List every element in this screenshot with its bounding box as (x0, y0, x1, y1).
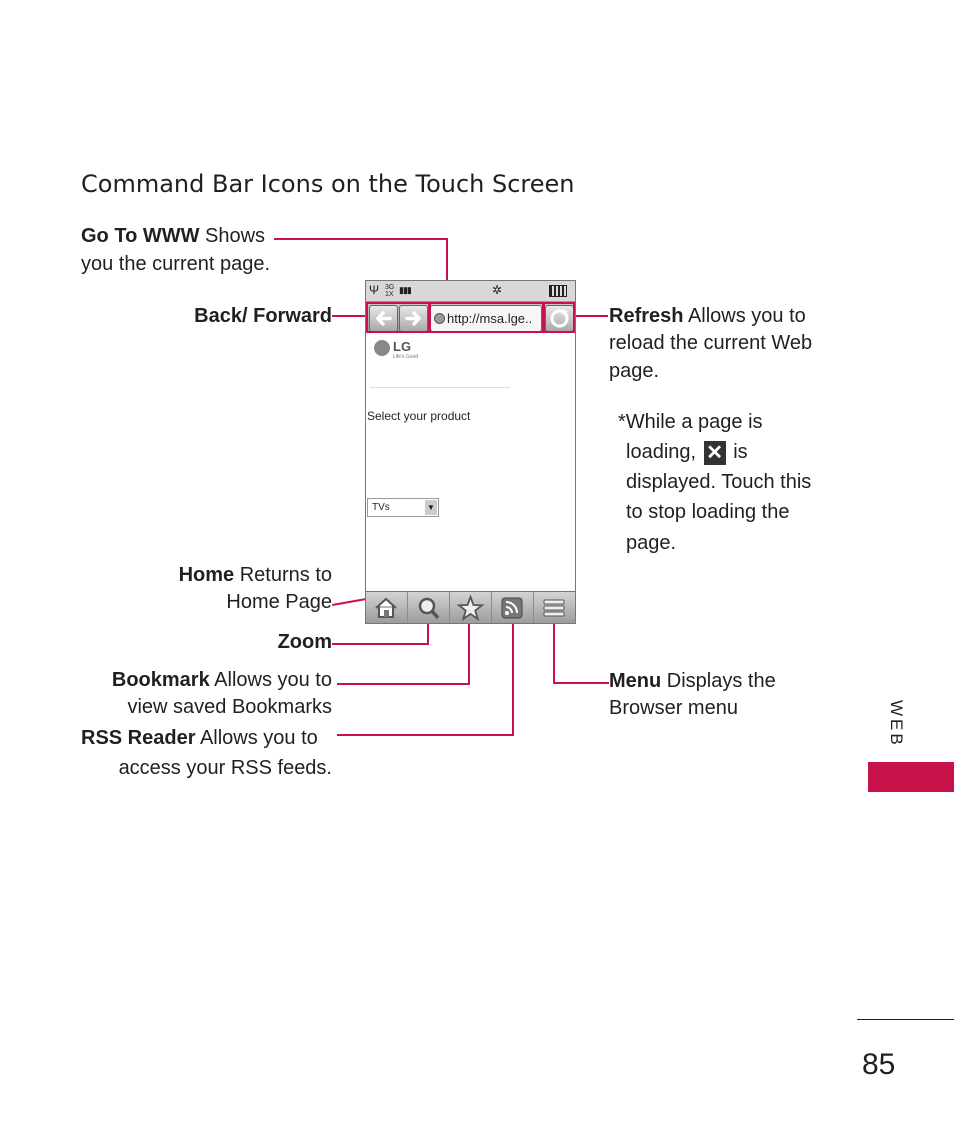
gotowww-desc-2: you the current page. (81, 253, 271, 275)
home-button[interactable] (366, 592, 408, 624)
bookmark-label: Bookmark (111, 669, 210, 691)
section-side-label: WEB (887, 700, 906, 748)
battery-icon (549, 285, 567, 297)
lg-logo-icon (374, 340, 390, 356)
menu-desc: Displays the (661, 670, 776, 692)
menu-desc-2: Browser menu (609, 697, 738, 719)
menu-leader-h (553, 682, 609, 684)
bookmark-desc-2: view saved Bookmarks (127, 696, 332, 718)
refresh-desc-2: reload the current Web (609, 332, 813, 354)
menu-leader-v (553, 620, 555, 684)
note-line-5: page. (626, 532, 677, 554)
bookmark-leader-v (468, 620, 470, 685)
page-number: 85 (862, 1048, 896, 1081)
backforward-highlight (366, 302, 430, 333)
refresh-highlight (543, 302, 575, 333)
bottom-toolbar (366, 591, 575, 624)
web-page-content (366, 333, 575, 591)
home-desc-2: Home Page (226, 591, 332, 613)
refresh-label: Refresh (609, 305, 684, 327)
dropdown-value: TVs (372, 502, 390, 513)
bookmark-desc: Allows you to (209, 669, 332, 691)
backforward-callout (150, 302, 332, 330)
section-title: Command Bar Icons on the Touch Screen (81, 170, 575, 198)
refresh-leader (574, 315, 608, 317)
phone-screen (365, 280, 576, 624)
menu-callout (609, 667, 776, 695)
rss-desc: Allows you to (195, 727, 318, 749)
bookmark-leader-h (337, 683, 470, 685)
zoom-button[interactable] (408, 592, 450, 624)
zoom-leader-h (332, 643, 429, 645)
gotowww-desc: Shows (199, 225, 266, 247)
refresh-desc: Allows you to (683, 305, 806, 327)
note-line-3: displayed. Touch this (626, 471, 812, 493)
stop-x-icon: ✕ (704, 441, 726, 465)
home-desc: Returns to (234, 564, 332, 586)
page-divider (370, 387, 510, 388)
status-bar (366, 281, 575, 302)
rss-label: RSS Reader (81, 727, 196, 749)
dropdown-arrow-icon: ▼ (425, 500, 437, 515)
refresh-callout (609, 302, 806, 330)
select-product-text: Select your product (367, 409, 471, 423)
home-callout (120, 561, 332, 589)
section-tab-marker (868, 762, 954, 792)
magnifier-icon (408, 592, 449, 624)
rss-icon (492, 592, 533, 624)
home-label: Home (178, 564, 235, 586)
gotowww-highlight (429, 302, 544, 333)
note-line-2 (626, 438, 748, 466)
rss-leader-h (337, 734, 514, 736)
star-icon (450, 592, 491, 624)
bookmark-button[interactable] (450, 592, 492, 624)
note-loading-text: loading, (626, 441, 697, 463)
activity-icon: ✲ (492, 283, 503, 297)
note-is-text: is (733, 441, 748, 463)
bookmark-callout (60, 666, 332, 694)
footer-rule (857, 1019, 954, 1020)
command-bar (366, 302, 575, 333)
signal-bars-icon: ▮▮▮ (399, 285, 411, 295)
menu-label: Menu (609, 670, 662, 692)
gotowww-callout (81, 222, 265, 250)
antenna-icon: Ψ (369, 283, 380, 297)
network-indicator: 3G 1X (385, 284, 395, 298)
lg-tagline: Life's Good (393, 354, 419, 360)
zoom-callout (200, 628, 332, 656)
gotowww-leader (274, 238, 448, 240)
rss-leader-v (512, 620, 514, 736)
lg-brand: LG (393, 339, 412, 354)
rss-callout (81, 724, 318, 752)
menu-button[interactable] (534, 592, 575, 624)
zoom-label: Zoom (277, 631, 332, 653)
note-line-1: *While a page is (618, 411, 763, 433)
rss-button[interactable] (492, 592, 534, 624)
home-icon (366, 592, 407, 624)
url-text: http://msa.lge.. (447, 311, 533, 326)
menu-icon (534, 592, 575, 624)
note-line-4: to stop loading the (626, 501, 790, 523)
refresh-desc-3: page. (609, 360, 660, 382)
backforward-leader (332, 315, 368, 317)
product-dropdown[interactable] (367, 498, 439, 517)
gotowww-label: Go To WWW (81, 225, 200, 247)
rss-desc-2: access your RSS feeds. (118, 757, 332, 779)
backforward-label: Back/ Forward (194, 305, 332, 327)
